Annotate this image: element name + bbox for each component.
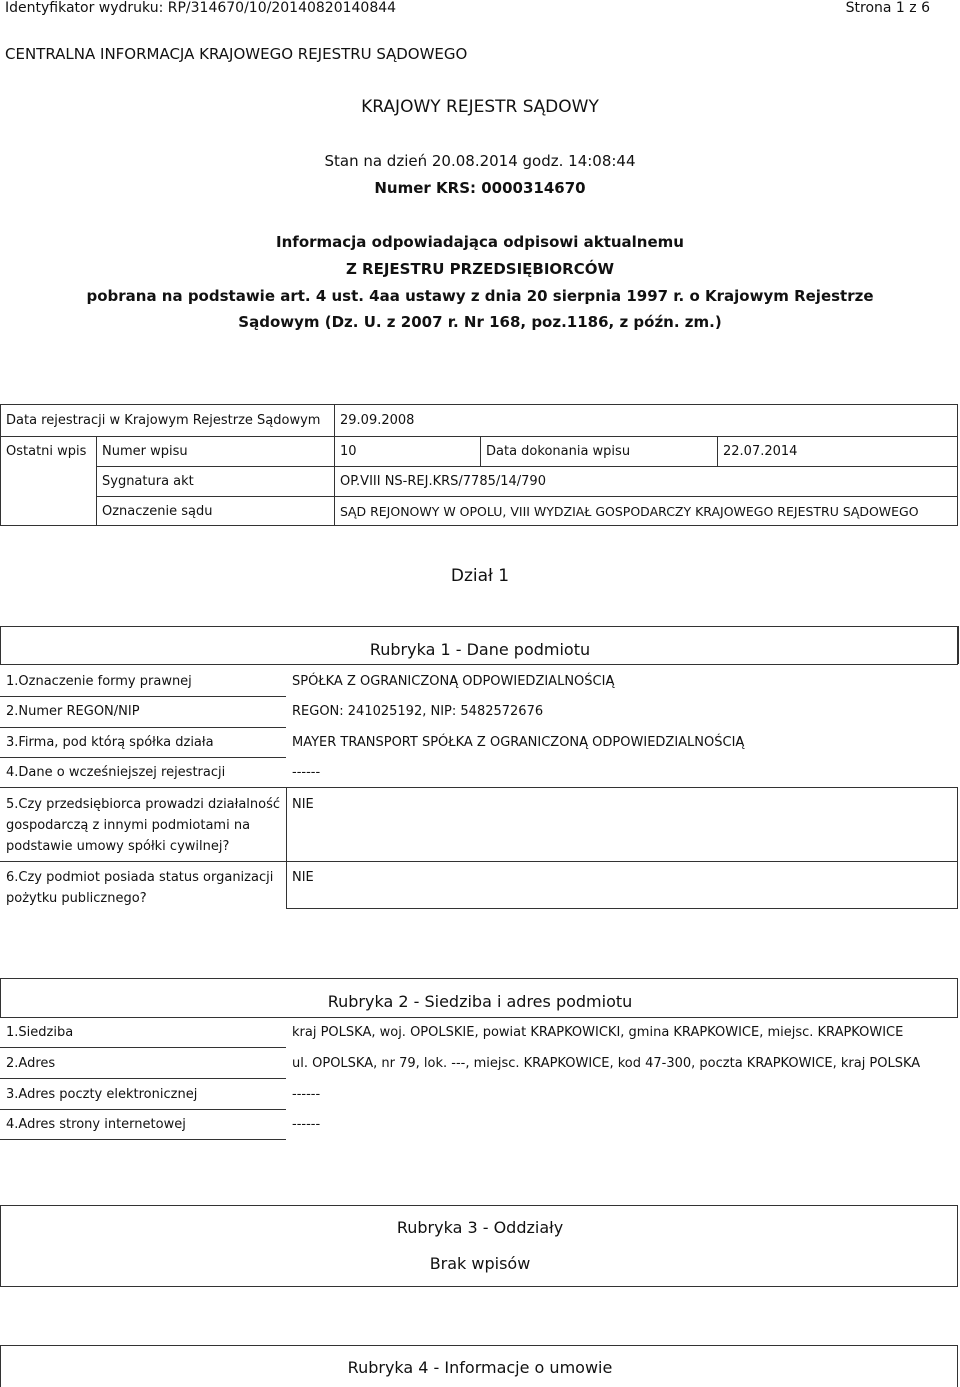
rubryka-3-content: Brak wpisów — [429, 1254, 531, 1273]
info-line-2: Z REJESTRU PRZEDSIĘBIORCÓW — [345, 260, 615, 278]
register-title: KRAJOWY REJESTR SĄDOWY — [361, 97, 599, 117]
registration-date-label: Data rejestracji w Krajowym Rejestrze Sądowym — [6, 413, 321, 428]
r1-value-1: SPÓŁKA Z OGRANICZONĄ ODPOWIEDZIALNOŚCIĄ — [292, 674, 615, 689]
org-name: CENTRALNA INFORMACJA KRAJOWEGO REJESTRU SĄDOWEGO — [5, 45, 468, 63]
rubryka-3-title: Rubryka 3 - Oddziały — [396, 1218, 564, 1237]
entry-number-label: Numer wpisu — [102, 444, 188, 459]
r1-label-4: 4.Dane o wcześniejszej rejestracji — [6, 765, 226, 780]
r2-value-2: ul. OPOLSKA, nr 79, lok. ---, miejsc. KRAPKOWICE, kod 47-300, poczta KRAPKOWICE, kraj POLSKA — [292, 1056, 921, 1071]
info-line-3: pobrana na podstawie art. 4 ust. 4aa ustawy z dnia 20 sierpnia 1997 r. o Krajowym Rejestrze — [86, 287, 874, 305]
r1-label-5c: podstawie umowy spółki cywilnej? — [6, 839, 230, 854]
rubryka-1-title: Rubryka 1 - Dane podmiotu — [369, 640, 591, 659]
signature-label: Sygnatura akt — [102, 474, 194, 489]
info-line-4: Sądowym (Dz. U. z 2007 r. Nr 168, poz.1186, z późn. zm.) — [238, 313, 722, 331]
r2-label-2: 2.Adres — [6, 1056, 56, 1071]
r1-label-3: 3.Firma, pod którą spółka działa — [6, 735, 214, 750]
court-value: SĄD REJONOWY W OPOLU, VIII WYDZIAŁ GOSPODARCZY KRAJOWEGO REJESTRU SĄDOWEGO — [340, 504, 919, 519]
r2-label-3: 3.Adres poczty elektronicznej — [6, 1087, 198, 1102]
r1-value-4: ------ — [292, 765, 321, 780]
page-number: Strona 1 z 6 — [845, 0, 930, 16]
r1-label-1: 1.Oznaczenie formy prawnej — [6, 674, 192, 689]
info-line-1: Informacja odpowiadająca odpisowi aktualnemu — [276, 233, 684, 251]
court-label: Oznaczenie sądu — [102, 504, 213, 519]
section-title: Dział 1 — [450, 566, 510, 586]
r2-value-1: kraj POLSKA, woj. OPOLSKIE, powiat KRAPKOWICKI, gmina KRAPKOWICE, miejsc. KRAPKOWICE — [292, 1025, 904, 1040]
r1-label-6b: pożytku publicznego? — [6, 891, 147, 906]
r1-value-6: NIE — [292, 870, 314, 885]
registration-date-value: 29.09.2008 — [340, 413, 415, 428]
r1-label-5a: 5.Czy przedsiębiorca prowadzi działalność — [6, 797, 281, 812]
r2-label-4: 4.Adres strony internetowej — [6, 1117, 186, 1132]
r1-value-3: MAYER TRANSPORT SPÓŁKA Z OGRANICZONĄ ODPOWIEDZIALNOŚCIĄ — [292, 735, 745, 750]
print-identifier: Identyfikator wydruku: RP/314670/10/20140820140844 — [5, 0, 397, 16]
r2-value-3: ------ — [292, 1087, 321, 1102]
rubryka-4-title: Rubryka 4 - Informacje o umowie — [347, 1358, 613, 1377]
r1-label-5b: gospodarczą z innymi podmiotami na — [6, 818, 251, 833]
r2-value-4: ------ — [292, 1117, 321, 1132]
r1-label-6a: 6.Czy podmiot posiada status organizacji — [6, 870, 274, 885]
krs-number: Numer KRS: 0000314670 — [374, 179, 586, 197]
entry-date-label: Data dokonania wpisu — [486, 444, 631, 459]
r1-value-2: REGON: 241025192, NIP: 5482572676 — [292, 704, 544, 719]
r2-label-1: 1.Siedziba — [6, 1025, 74, 1040]
state-date: Stan na dzień 20.08.2014 godz. 14:08:44 — [324, 152, 636, 170]
signature-value: OP.VIII NS-REJ.KRS/7785/14/790 — [340, 474, 546, 489]
r1-label-2: 2.Numer REGON/NIP — [6, 704, 140, 719]
rubryka-2-title: Rubryka 2 - Siedziba i adres podmiotu — [327, 992, 633, 1011]
last-entry-label: Ostatni wpis — [6, 444, 87, 459]
entry-number-value: 10 — [340, 444, 357, 459]
r1-value-5: NIE — [292, 797, 314, 812]
r1-value-box — [286, 787, 958, 909]
entry-date-value: 22.07.2014 — [723, 444, 798, 459]
